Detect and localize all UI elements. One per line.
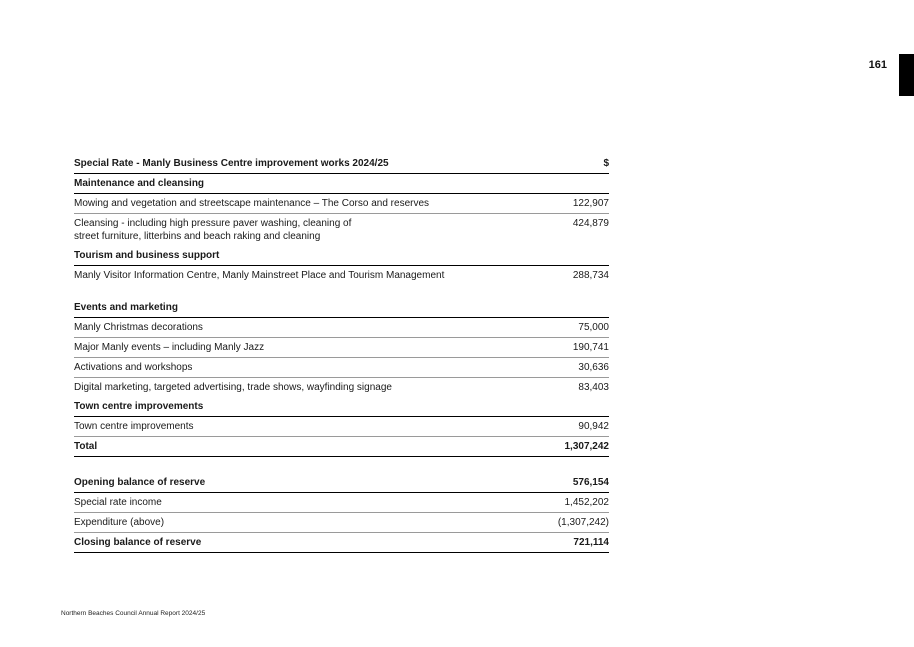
spacer xyxy=(74,457,609,473)
table-row xyxy=(74,378,609,397)
total-row xyxy=(74,437,609,457)
row-value: 122,907 xyxy=(572,198,609,209)
row-value: 288,734 xyxy=(572,270,609,281)
row-value: 424,879 xyxy=(572,218,609,229)
section-heading-label: Maintenance and cleansing xyxy=(74,178,205,189)
table-row xyxy=(74,266,609,285)
table-row xyxy=(74,513,609,533)
table-row xyxy=(74,214,609,246)
row-label: Mowing and vegetation and streetscape maintenance – The Corso and reserves xyxy=(74,198,430,209)
opening-balance-value: 576,154 xyxy=(572,477,609,488)
row-label: Manly Visitor Information Centre, Manly Mainstreet Place and Tourism Management xyxy=(74,270,445,281)
page-edge-tab xyxy=(899,54,914,96)
table-row xyxy=(74,338,609,358)
section-heading-label: Town centre improvements xyxy=(74,401,204,412)
page-number: 161 xyxy=(868,59,887,71)
row-label: Expenditure (above) xyxy=(74,517,165,528)
row-value: (1,307,242) xyxy=(557,517,609,528)
row-value: 1,452,202 xyxy=(564,497,609,508)
total-value: 1,307,242 xyxy=(564,441,609,452)
closing-balance-row xyxy=(74,533,609,553)
row-value: 30,636 xyxy=(578,362,609,373)
section-heading-events xyxy=(74,298,609,318)
spacer xyxy=(74,285,609,298)
table-header-row xyxy=(74,154,609,174)
table-row xyxy=(74,493,609,513)
section-heading-label: Events and marketing xyxy=(74,302,178,313)
table-row xyxy=(74,194,609,214)
row-label: Activations and workshops xyxy=(74,362,193,373)
opening-balance-row xyxy=(74,473,609,493)
table-row xyxy=(74,417,609,437)
currency-header: $ xyxy=(603,158,609,169)
row-value: 75,000 xyxy=(578,322,609,333)
row-label: Town centre improvements xyxy=(74,421,194,432)
page-footer: Northern Beaches Council Annual Report 2024/25 xyxy=(61,610,206,617)
section-heading-maintenance xyxy=(74,174,609,194)
row-value: 90,942 xyxy=(578,421,609,432)
section-heading-town-centre xyxy=(74,397,609,417)
row-label: Digital marketing, targeted advertising, trade shows, wayfinding signage xyxy=(74,382,392,393)
section-heading-tourism xyxy=(74,246,609,266)
special-rate-table xyxy=(74,154,609,553)
opening-balance-label: Opening balance of reserve xyxy=(74,477,206,488)
row-value: 190,741 xyxy=(572,342,609,353)
row-value: 83,403 xyxy=(578,382,609,393)
row-label: Special rate income xyxy=(74,497,162,508)
total-label: Total xyxy=(74,441,98,452)
section-heading-label: Tourism and business support xyxy=(74,250,220,261)
row-label: Major Manly events – including Manly Jazz xyxy=(74,342,265,353)
row-label: Cleansing - including high pressure paver washing, cleaning of street furniture, litterbins and beach raking and cleaning xyxy=(74,218,352,242)
table-title: Special Rate - Manly Business Centre improvement works 2024/25 xyxy=(74,158,389,169)
row-label: Manly Christmas decorations xyxy=(74,322,203,333)
closing-balance-value: 721,114 xyxy=(573,537,609,548)
closing-balance-label: Closing balance of reserve xyxy=(74,537,202,548)
table-row xyxy=(74,358,609,378)
table-row xyxy=(74,318,609,338)
